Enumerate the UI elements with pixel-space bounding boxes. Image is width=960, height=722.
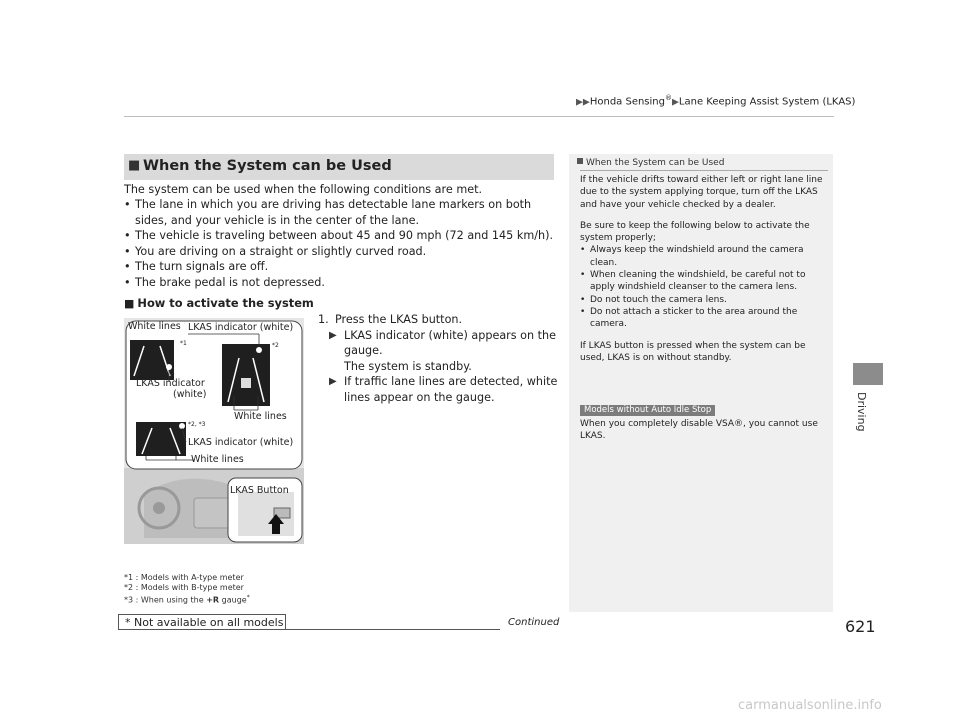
page-number: 621 bbox=[845, 617, 876, 636]
footnote-text: *3 : When using the bbox=[124, 595, 207, 605]
list-item: • The brake pedal is not depressed. bbox=[124, 275, 564, 291]
figure-label-white-lines-bottom: White lines bbox=[191, 454, 244, 465]
side-tab-marker bbox=[853, 363, 883, 385]
step-number: 1. bbox=[318, 313, 329, 326]
list-item: • Do not touch the camera lens. bbox=[580, 294, 826, 306]
arrow-right-icon: ▶ bbox=[329, 329, 337, 341]
figure-mark-1: *1 bbox=[180, 340, 187, 347]
breadcrumb bbox=[576, 94, 855, 107]
figure-label-lkas-button: LKAS Button bbox=[230, 485, 289, 496]
footnote: *1 : Models with A-type meter bbox=[124, 573, 244, 582]
section-title: When the System can be Used bbox=[143, 158, 392, 174]
side-panel-list bbox=[580, 244, 826, 330]
step-result-1: LKAS indicator (white) appears on the gauge. bbox=[344, 328, 557, 357]
figure-label-lkas-indicator-top: LKAS indicator (white) bbox=[188, 322, 294, 333]
footnote: *2 : Models with B-type meter bbox=[124, 583, 244, 592]
footer-rule bbox=[286, 629, 500, 630]
breadcrumb-part1: Honda Sensing bbox=[589, 96, 665, 108]
footnote bbox=[124, 593, 250, 606]
side-panel-para: Be sure to keep the following below to activate the system properly; bbox=[580, 220, 810, 244]
step-main: Press the LKAS button. bbox=[335, 313, 463, 326]
side-panel-para: When you completely disable VSA®, you cannot use LKAS. bbox=[580, 419, 818, 442]
footnote-after: gauge bbox=[219, 595, 247, 605]
figure-label-white-lines-mid: White lines bbox=[234, 411, 287, 422]
list-item: • Do not attach a sticker to the area around the camera. bbox=[580, 306, 826, 331]
list-item: • When cleaning the windshield, be careful not to apply windshield cleanser to the camera lens. bbox=[580, 269, 826, 294]
model-badge: Models without Auto Idle Stop bbox=[580, 405, 715, 416]
square-bullet-icon bbox=[577, 158, 583, 164]
lkas-figure bbox=[124, 318, 304, 544]
section-intro: The system can be used when the following conditions are met. bbox=[124, 183, 483, 196]
subsection-title: How to activate the system bbox=[137, 296, 314, 310]
watermark: carmanualsonline.info bbox=[738, 698, 882, 713]
side-panel-para: If LKAS button is pressed when the system can be used, LKAS is on without standby. bbox=[580, 340, 806, 363]
footnote-bold: +R bbox=[206, 595, 220, 605]
breadcrumb-part2: Lane Keeping Assist System (LKAS) bbox=[678, 96, 856, 108]
square-bullet-icon: ■ bbox=[128, 158, 141, 173]
list-item: • The lane in which you are driving has detectable lane markers on both sides, and your vehicle is in the center of the lane. bbox=[124, 197, 564, 228]
figure-label-lkas-indicator-bottom: LKAS indicator (white) bbox=[188, 437, 294, 448]
triangle-right-icon: ▶ bbox=[672, 97, 679, 108]
list-item: • You are driving on a straight or slightly curved road. bbox=[124, 244, 564, 260]
footnote-star: * bbox=[246, 594, 250, 601]
step-result-1-note: The system is standby. bbox=[344, 359, 472, 373]
section-heading bbox=[124, 154, 554, 180]
figure-label-lkas-indicator-left-white: (white) bbox=[173, 389, 207, 400]
figure-mark-2-3: *2, *3 bbox=[188, 421, 206, 428]
side-panel-rule bbox=[580, 170, 828, 171]
square-bullet-icon: ■ bbox=[124, 297, 135, 310]
list-item: • The turn signals are off. bbox=[124, 259, 564, 275]
side-panel-title-text: When the System can be Used bbox=[586, 158, 725, 168]
registered-mark: ® bbox=[665, 94, 672, 102]
conditions-list bbox=[124, 197, 564, 290]
side-panel-text bbox=[580, 174, 826, 373]
step-result-2: If traffic lane lines are detected, white lines appear on the gauge. bbox=[344, 375, 558, 404]
side-tab-label: Driving bbox=[855, 392, 868, 432]
header-rule bbox=[124, 116, 834, 117]
subsection-heading bbox=[124, 296, 314, 310]
figure-label-lkas-indicator-left: LKAS indicator bbox=[136, 378, 205, 389]
list-item: • Always keep the windshield around the camera clean. bbox=[580, 244, 826, 269]
activation-steps bbox=[318, 312, 558, 405]
side-panel-title bbox=[577, 158, 724, 168]
arrow-right-icon: ▶ bbox=[329, 376, 337, 387]
side-panel-para: If the vehicle drifts toward either left or right lane line due to the system applying torque, turn off the LKAS and have your vehicle checked by a dealer. bbox=[580, 175, 823, 210]
list-item: • The vehicle is traveling between about 45 and 90 mph (72 and 145 km/h). bbox=[124, 228, 564, 244]
figure-footnotes bbox=[124, 573, 250, 606]
triangle-right-icon: ▶▶ bbox=[576, 97, 590, 108]
availability-note: * Not available on all models bbox=[118, 614, 286, 630]
figure-label-white-lines-top: White lines bbox=[128, 321, 181, 332]
continued-label: Continued bbox=[508, 617, 560, 628]
lkas-illustration bbox=[124, 318, 304, 544]
figure-mark-2: *2 bbox=[272, 342, 279, 349]
